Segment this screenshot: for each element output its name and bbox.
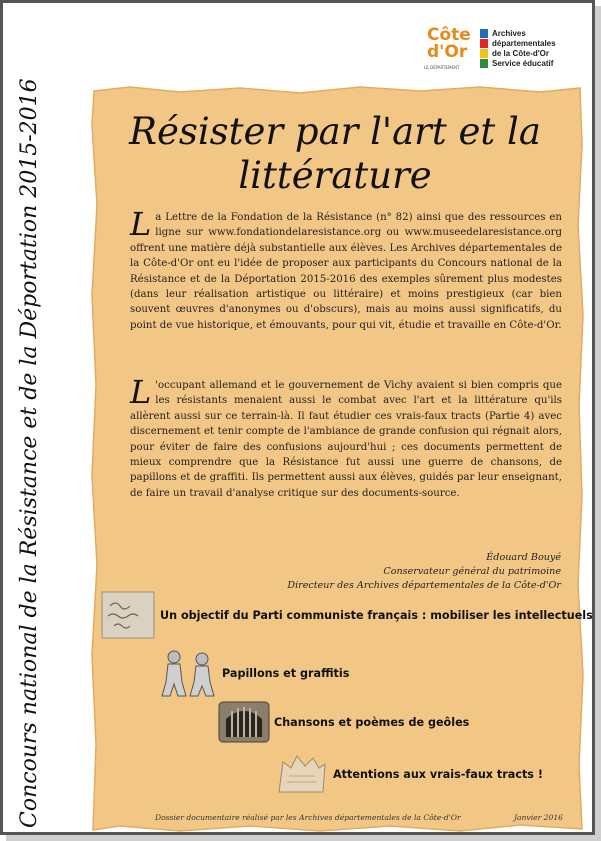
section-link-papillons[interactable] [158, 648, 349, 698]
section-label: Chansons et poèmes de geôles [274, 715, 470, 729]
footer-date: Janvier 2016 [513, 813, 563, 822]
cote-dor-logo [419, 25, 569, 80]
footer-credit: Dossier documentaire réalisé par les Archives départementales de la Côte-d'Or [155, 813, 461, 822]
handwritten-document-icon [100, 590, 156, 640]
logo-department-label: LE DÉPARTEMENT [424, 65, 460, 70]
section-link-tracts[interactable] [275, 752, 543, 796]
signature-role: Directeur des Archives départementales de la Côte-d'Or [287, 580, 561, 591]
side-title: Concours national de la Résistance et de la Déportation 2015-2016 [17, 78, 42, 828]
section-link-chansons[interactable] [218, 701, 469, 743]
section-label: Un objectif du Parti communiste français : mobiliser les intellectuels [160, 608, 593, 622]
logo-color-bars [480, 29, 488, 67]
page-title: Résister par l'art et la littérature [129, 110, 541, 197]
second-paragraph: L 'occupant allemand et le gouvernement de Vichy avaient si bien compris que les résistants menaient aussi le combat avec l'art et la littérature qu'ils allèrent aussi sur ce terrain-là. Il faut étudier ces vrais-faux tracts (Partie 4) avec discernement et tenir compte de l'ambiance de grande confusion qui régnait alors, pour éviter de faire des confusions aujourd'hui ; ces documents permettent de mieux comprendre que la Résistance fut aussi une guerre de chansons, de papillons et de graffiti. Ils permettent aussi aux élèves, guidés par leur enseignant, de faire un travail d'analyse critique sur des documents-source. [130, 373, 562, 499]
dropcap: L [130, 205, 152, 243]
logo-bar-green [480, 59, 488, 68]
logo-service-text: Archives départementales de la Côte-d'Or Service éducatif [492, 29, 556, 68]
signature-role: Conservateur général du patrimoine [383, 566, 561, 577]
logo-bar-blue [480, 29, 488, 38]
page-shadow-right [595, 6, 601, 841]
page-shadow-bottom [6, 835, 601, 841]
logo-bar-yellow [480, 49, 488, 58]
section-label: Attentions aux vrais-faux tracts ! [333, 767, 543, 781]
prison-window-icon [218, 701, 270, 743]
dropcap: L [130, 373, 152, 411]
torn-paper-icon [275, 752, 329, 796]
logo-wordmark: Côte d'Or [427, 25, 471, 62]
figures-icon [158, 648, 218, 698]
section-link-intellectuals[interactable] [100, 590, 593, 640]
section-label: Papillons et graffitis [222, 666, 350, 680]
logo-bar-red [480, 39, 488, 48]
signature-name: Édouard Bouyé [486, 552, 561, 563]
intro-paragraph: La Lettre de la Fondation de la Résistance (n° 82) ainsi que des ressources en ligne sur www.fondationdelaresistance.org ou www.museedelaresistance.org offrent une matière déjà substantielle aux élèves. Les Archives départementales de la Côte-d'Or ont eu l'idée de proposer aux participants du Concours national de la Résistance et de la Déportation 2015-2016 des exemples sûrement plus modestes (dans leur réalisation artistique ou littéraire) et moins prestigieux (car bien souvent œuvres d'anonymes ou d'obscurs), mais au moins aussi significatifs, du point de vue historique, et émouvants, pour qui vit, étudie et travaille en Côte-d'Or. [130, 205, 562, 331]
signature-block [161, 551, 561, 593]
